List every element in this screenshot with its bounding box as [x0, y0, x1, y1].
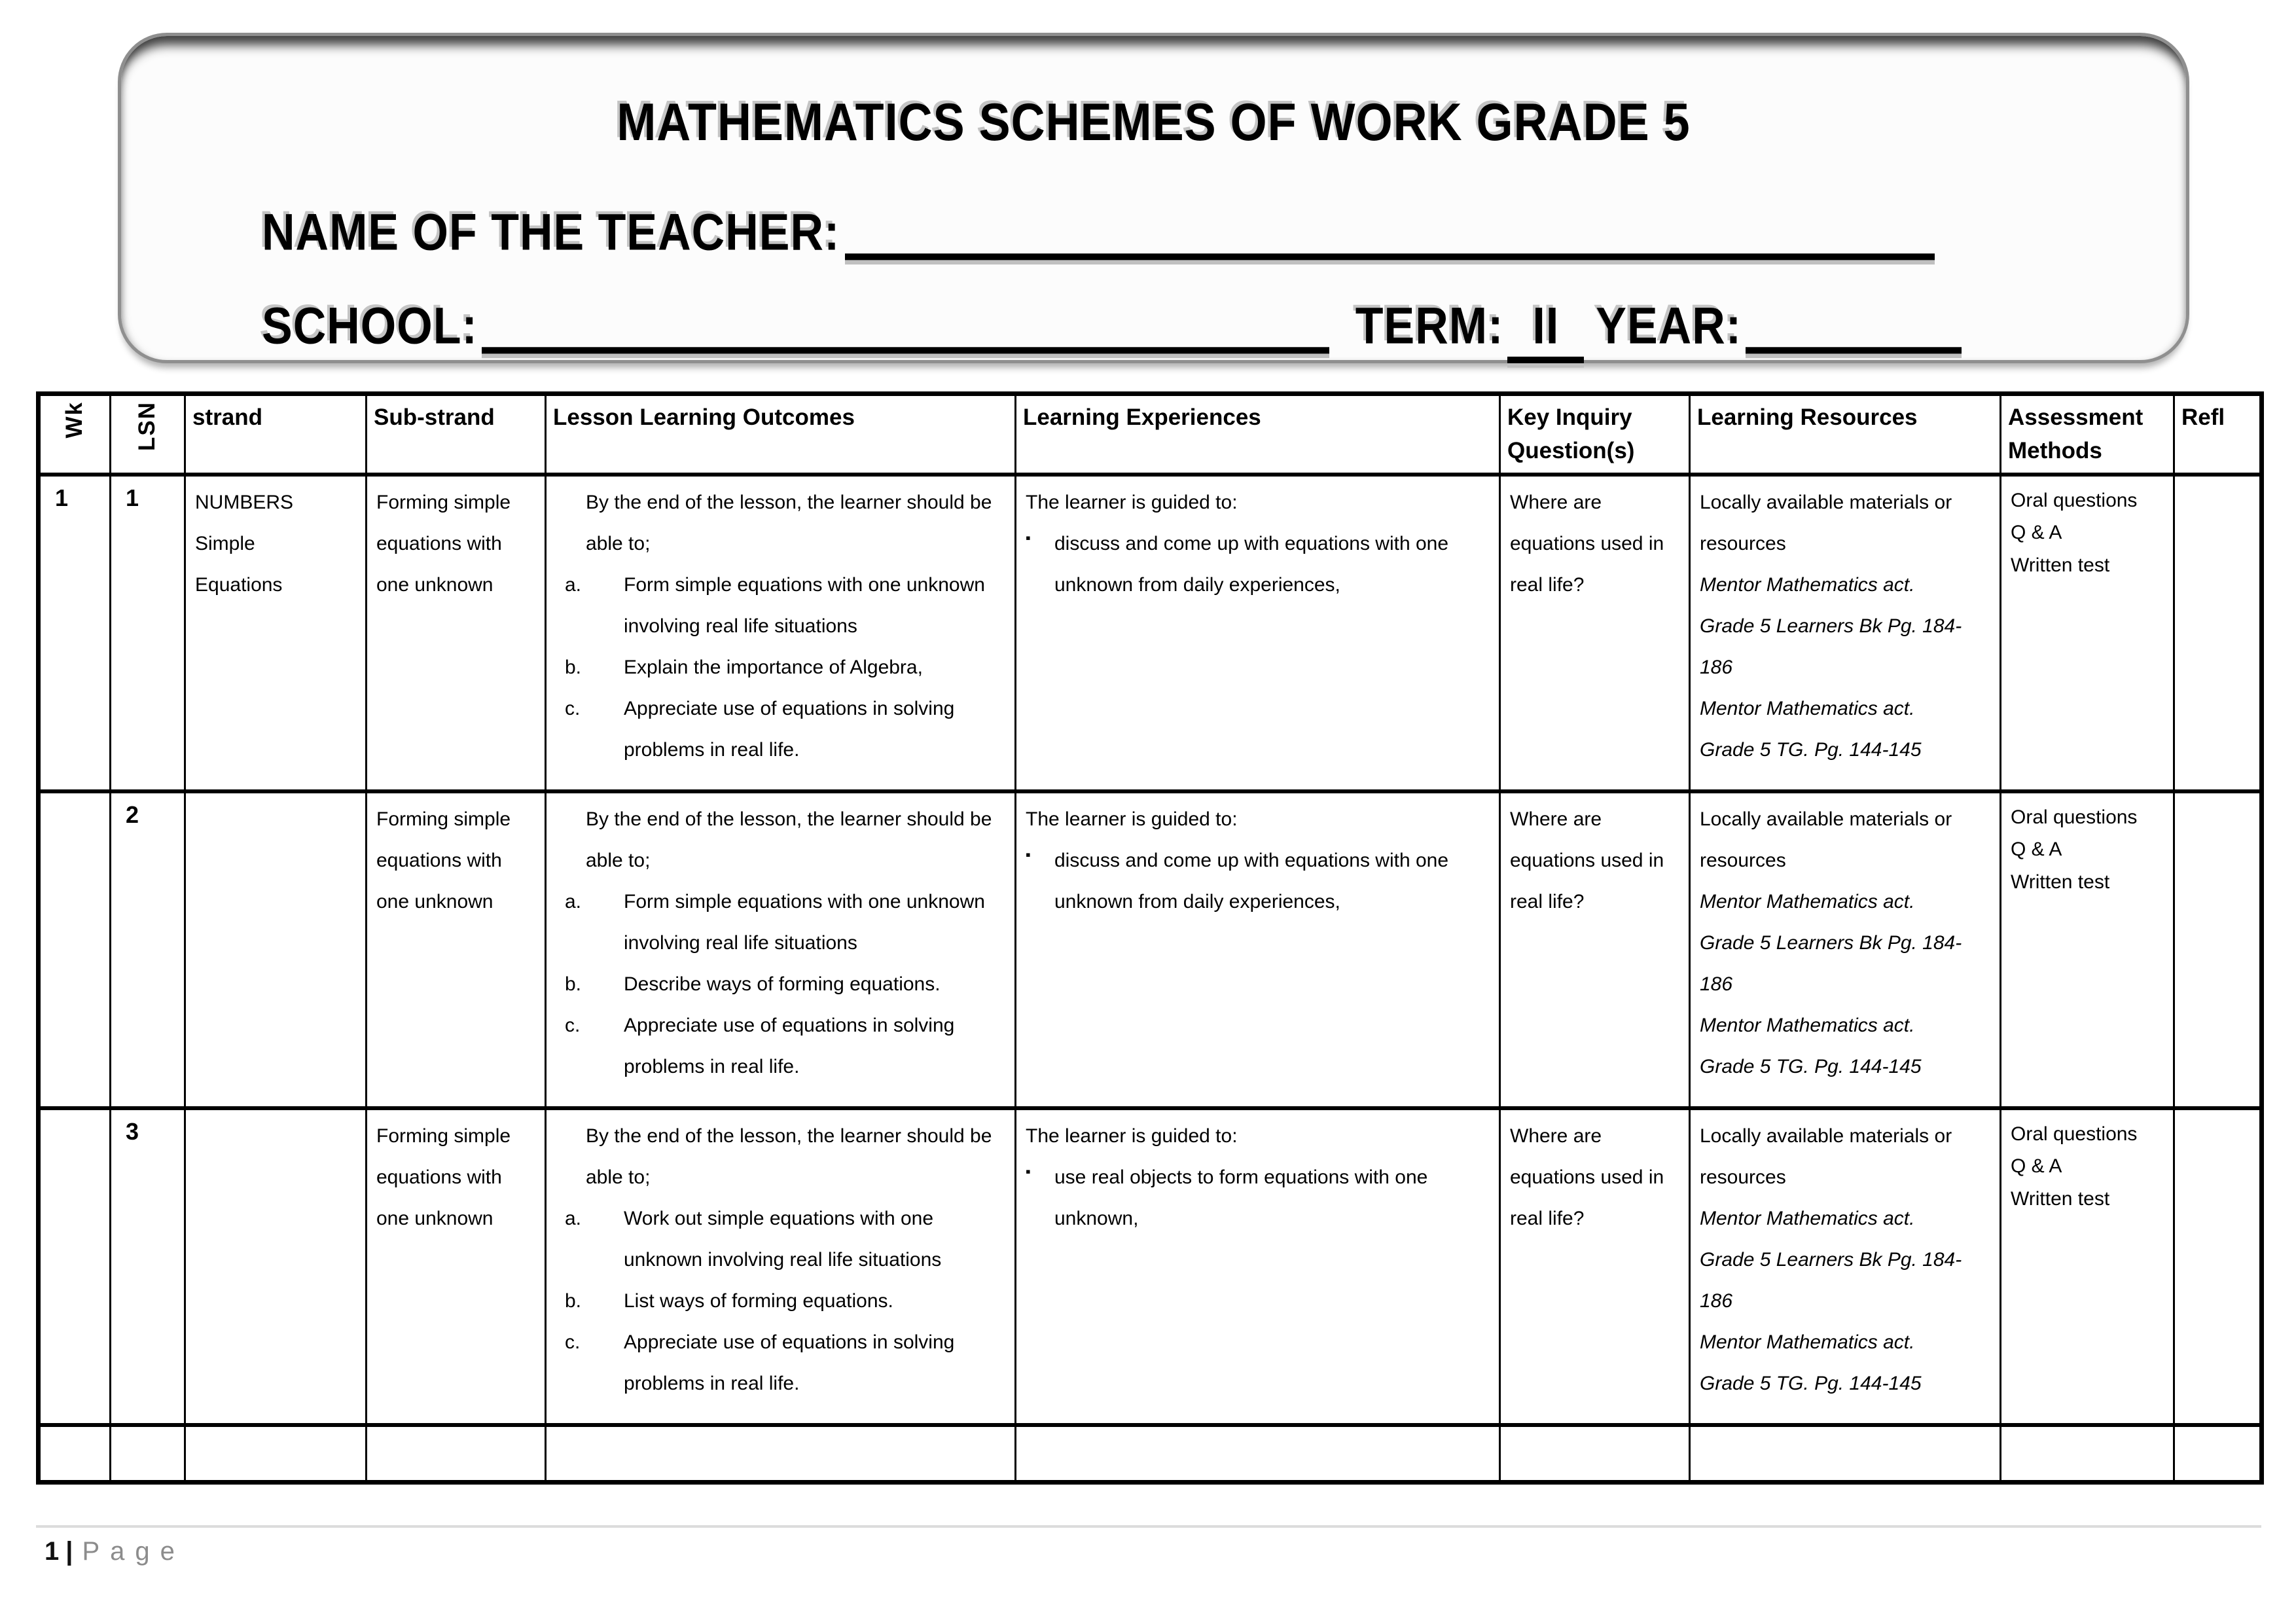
experience-item: ▪ discuss and come up with equations with one unknown from daily experiences,	[1026, 523, 1490, 605]
key-inquiry-cell: Where are equations used in real life?	[1500, 1108, 1690, 1425]
document-title: MATHEMATICS SCHEMES OF WORK GRADE 5	[617, 93, 1691, 152]
col-header-sub-strand: Sub-strand	[367, 394, 546, 475]
experiences-cell	[1016, 791, 1500, 1108]
assessment-cell: Oral questions Q & A Written test	[2001, 1108, 2174, 1425]
empty-cell	[546, 1425, 1016, 1483]
year-blank-line	[1746, 311, 1962, 353]
resource-book: Mentor Mathematics act. Grade 5 Learners Bk Pg. 184-186	[1700, 890, 1962, 995]
key-inquiry-cell: Where are equations used in real life?	[1500, 475, 1690, 791]
bullet-icon: ▪	[1026, 1163, 1031, 1180]
empty-cell	[367, 1425, 546, 1483]
col-header-key-inquiry: Key Inquiry Question(s)	[1500, 394, 1690, 475]
col-header-strand: strand	[185, 394, 367, 475]
empty-cell	[39, 1425, 111, 1483]
empty-cell	[2174, 1425, 2262, 1483]
sub-strand-cell: Forming simple equations with one unknown	[367, 475, 546, 791]
table-row	[39, 1108, 2262, 1425]
experiences-intro: The learner is guided to:	[1026, 1125, 1238, 1147]
outcome-item: a. Work out simple equations with one unknown involving real life situations	[565, 1207, 942, 1271]
experiences-cell	[1016, 1108, 1500, 1425]
strand-cell	[185, 791, 367, 1108]
strand-name: NUMBERS	[195, 491, 294, 513]
teacher-name-row	[262, 203, 1935, 262]
key-inquiry-cell: Where are equations used in real life?	[1500, 791, 1690, 1108]
page-number: 1	[45, 1537, 60, 1566]
resource-book: Mentor Mathematics act. Grade 5 TG. Pg. 144-145	[1700, 697, 1922, 761]
col-header-refl: Refl	[2174, 394, 2262, 475]
outcome-item: a. Form simple equations with one unknown involving real life situations	[565, 573, 985, 637]
empty-cell	[1016, 1425, 1500, 1483]
empty-cell	[111, 1425, 185, 1483]
wk-cell	[39, 1108, 111, 1425]
refl-cell	[2174, 1108, 2262, 1425]
bullet-icon: ▪	[1026, 529, 1031, 546]
resource-book: Mentor Mathematics act. Grade 5 Learners Bk Pg. 184-186	[1700, 1207, 1962, 1312]
school-blank-line	[482, 311, 1329, 353]
resource-book: Mentor Mathematics act. Grade 5 TG. Pg. 144-145	[1700, 1331, 1922, 1394]
outcomes-intro: By the end of the lesson, the learner should be able to;	[586, 808, 992, 871]
school-term-year-row	[262, 297, 1962, 363]
assessment-cell: Oral questions Q & A Written test	[2001, 475, 2174, 791]
wk-cell	[39, 791, 111, 1108]
sub-strand-cell: Forming simple equations with one unknown	[367, 1108, 546, 1425]
outcome-item: a. Form simple equations with one unknown involving real life situations	[565, 890, 985, 954]
resources-intro: Locally available materials or resources	[1700, 491, 1952, 554]
year-label: YEAR:	[1596, 297, 1742, 355]
col-header-outcomes: Lesson Learning Outcomes	[546, 394, 1016, 475]
page-word: Page	[82, 1537, 185, 1566]
term-value: II	[1507, 297, 1584, 363]
empty-cell	[2001, 1425, 2174, 1483]
experiences-intro: The learner is guided to:	[1026, 491, 1238, 513]
resources-cell	[1690, 475, 2001, 791]
resources-intro: Locally available materials or resources	[1700, 808, 1952, 871]
empty-cell	[1500, 1425, 1690, 1483]
resource-book: Mentor Mathematics act. Grade 5 Learners Bk Pg. 184-186	[1700, 573, 1962, 678]
lsn-cell: 2	[111, 791, 185, 1108]
outcomes-cell	[546, 791, 1016, 1108]
refl-cell	[2174, 791, 2262, 1108]
strand-cell	[185, 475, 367, 791]
outcome-item: b. List ways of forming equations.	[565, 1290, 893, 1312]
experiences-intro: The learner is guided to:	[1026, 808, 1238, 830]
experience-item: ▪ use real objects to form equations with one unknown,	[1026, 1157, 1490, 1239]
empty-cell	[185, 1425, 367, 1483]
title-banner	[118, 33, 2189, 363]
outcome-item: c. Appreciate use of equations in solving problems in real life.	[565, 697, 955, 761]
col-header-experiences: Learning Experiences	[1016, 394, 1500, 475]
outcomes-intro: By the end of the lesson, the learner should be able to;	[586, 491, 992, 554]
bullet-icon: ▪	[1026, 846, 1031, 863]
outcome-item: b. Explain the importance of Algebra,	[565, 656, 923, 678]
resources-cell	[1690, 791, 2001, 1108]
outcomes-intro: By the end of the lesson, the learner should be able to;	[586, 1125, 992, 1188]
outcome-item: b. Describe ways of forming equations.	[565, 973, 941, 995]
resources-intro: Locally available materials or resources	[1700, 1125, 1952, 1188]
teacher-name-blank-line	[845, 217, 1935, 260]
experience-item: ▪ discuss and come up with equations with one unknown from daily experiences,	[1026, 840, 1490, 922]
lsn-cell: 3	[111, 1108, 185, 1425]
term-label: TERM:	[1355, 297, 1504, 355]
wk-cell: 1	[39, 475, 111, 791]
col-header-assessment: Assessment Methods	[2001, 394, 2174, 475]
col-header-wk: Wk	[39, 394, 111, 475]
outcomes-cell	[546, 1108, 1016, 1425]
sub-strand-cell: Forming simple equations with one unknown	[367, 791, 546, 1108]
empty-row	[39, 1425, 2262, 1483]
footer-separator: |	[65, 1537, 73, 1566]
teacher-name-label: NAME OF THE TEACHER:	[262, 204, 840, 261]
resource-book: Mentor Mathematics act. Grade 5 TG. Pg. 144-145	[1700, 1014, 1922, 1077]
empty-cell	[1690, 1425, 2001, 1483]
table-row	[39, 791, 2262, 1108]
col-header-resources: Learning Resources	[1690, 394, 2001, 475]
lsn-cell: 1	[111, 475, 185, 791]
school-label: SCHOOL:	[262, 297, 478, 355]
scheme-of-work-table	[36, 391, 2264, 1485]
outcome-item: c. Appreciate use of equations in solving problems in real life.	[565, 1014, 955, 1077]
header-row	[39, 394, 2262, 475]
refl-cell	[2174, 475, 2262, 791]
table-row	[39, 475, 2262, 791]
strand-cell	[185, 1108, 367, 1425]
col-header-lsn: LSN	[111, 394, 185, 475]
strand-topic: Simple Equations	[195, 532, 283, 596]
experiences-cell	[1016, 475, 1500, 791]
resources-cell	[1690, 1108, 2001, 1425]
page-footer	[45, 1537, 185, 1566]
footer-divider-line	[36, 1525, 2261, 1528]
assessment-cell: Oral questions Q & A Written test	[2001, 791, 2174, 1108]
outcome-item: c. Appreciate use of equations in solving problems in real life.	[565, 1331, 955, 1394]
outcomes-cell	[546, 475, 1016, 791]
